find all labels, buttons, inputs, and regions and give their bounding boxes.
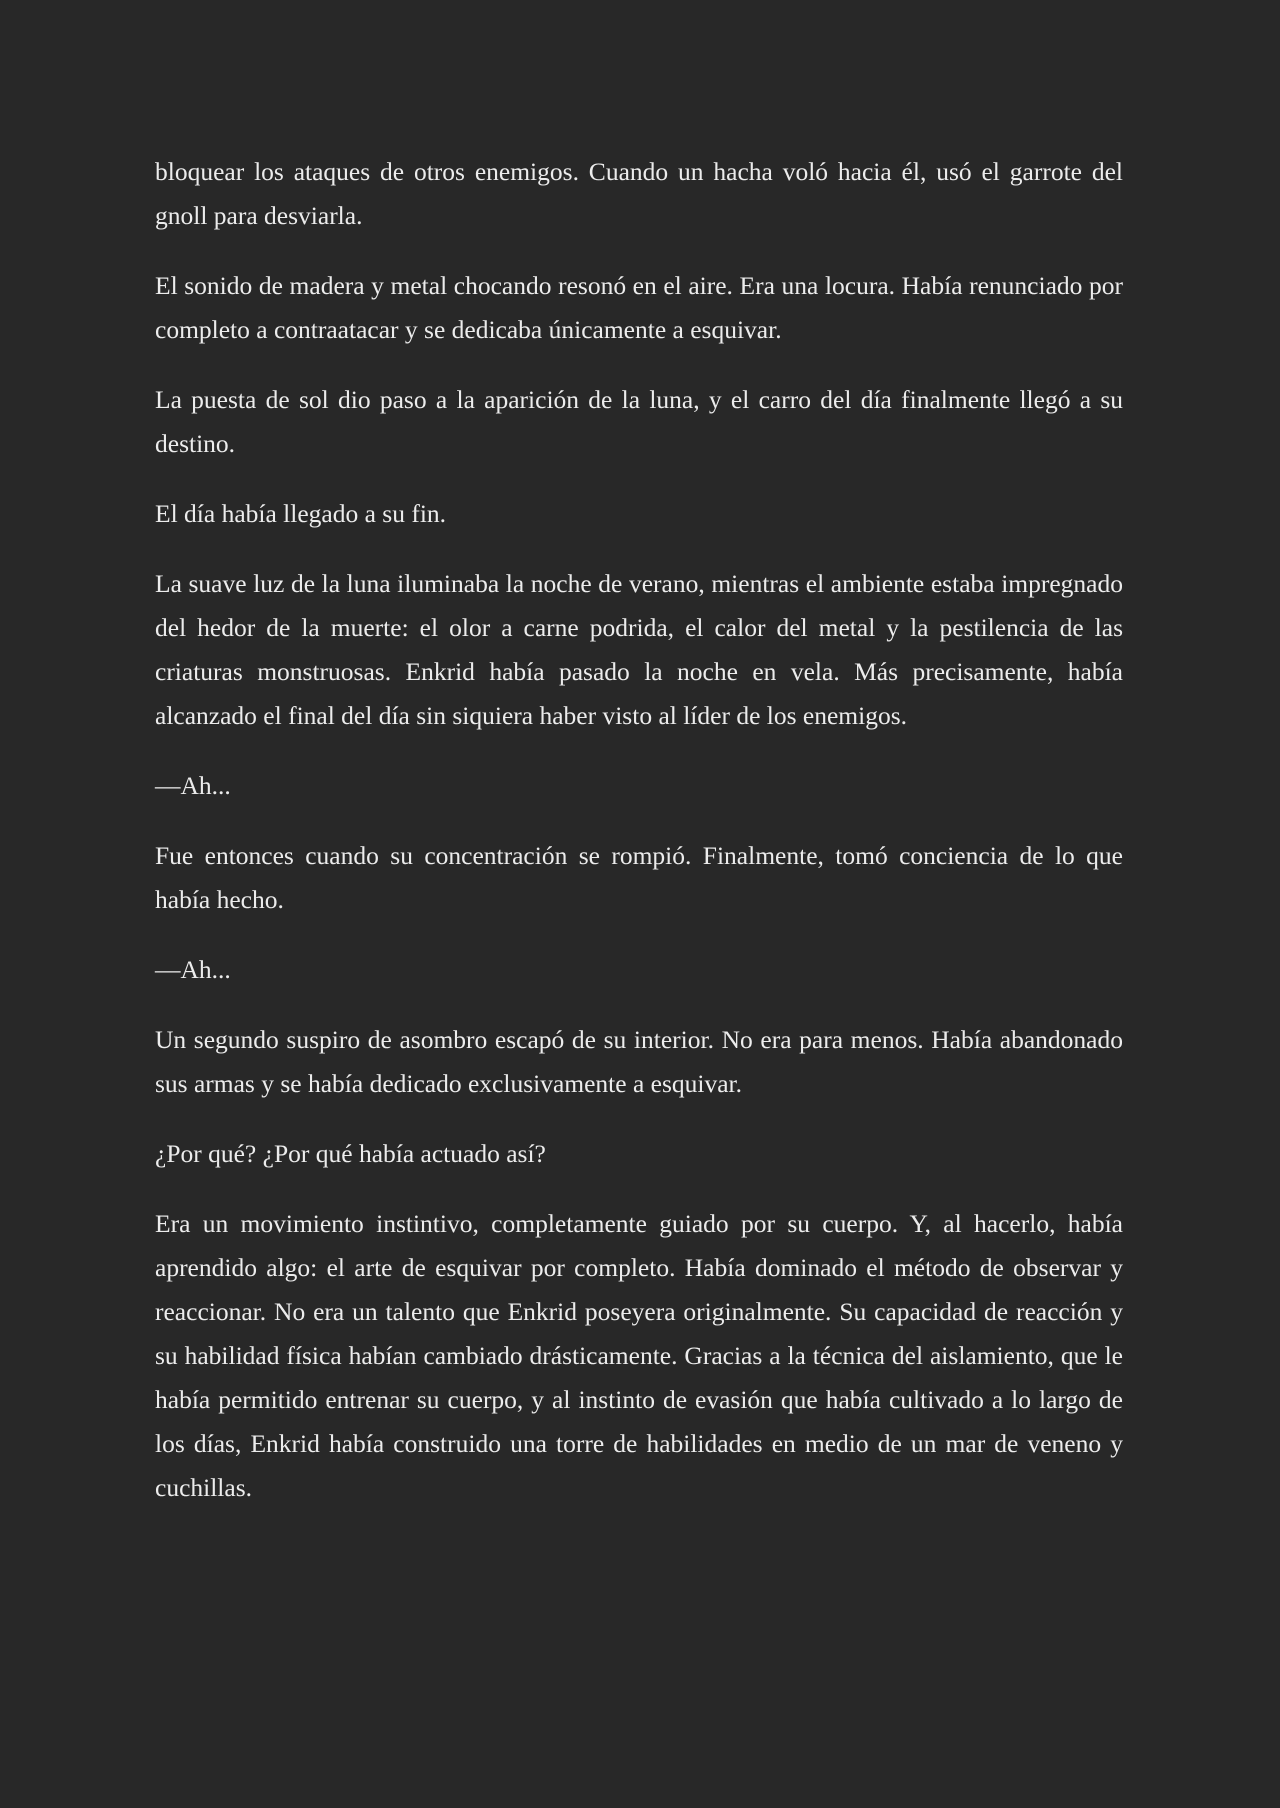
paragraph: Fue entonces cuando su concentración se rompió. Finalmente, tomó conciencia de lo que había hecho. (155, 841, 1123, 914)
dialogue-line: —Ah... (155, 771, 231, 800)
paragraph: bloquear los ataques de otros enemigos. Cuando un hacha voló hacia él, usó el garrote del gnoll para desviarla. (155, 157, 1123, 230)
paragraph: La puesta de sol dio paso a la aparición de la luna, y el carro del día finalmente llegó a su destino. (155, 385, 1123, 458)
paragraph: Un segundo suspiro de asombro escapó de su interior. No era para menos. Había abandonado sus armas y se había dedicado exclusivamente a esquivar. (155, 1025, 1123, 1098)
paragraph: El sonido de madera y metal chocando resonó en el aire. Era una locura. Había renunciado por completo a contraatacar y se dedicaba únicamente a esquivar. (155, 271, 1123, 344)
paragraph: ¿Por qué? ¿Por qué había actuado así? (155, 1139, 546, 1168)
paragraph: La suave luz de la luna iluminaba la noche de verano, mientras el ambiente estaba impregnado del hedor de la muerte: el olor a carne podrida, el calor del metal y la pestilencia de las criaturas monstruosas. Enkrid había pasado la noche en vela. Más precisamente, había alcanzado el final del día sin siquiera haber visto al líder de los enemigos. (155, 569, 1123, 730)
dialogue-line: —Ah... (155, 955, 231, 984)
paragraph: El día había llegado a su fin. (155, 499, 447, 528)
document-body (155, 150, 1123, 1536)
paragraph: Era un movimiento instintivo, completamente guiado por su cuerpo. Y, al hacerlo, había aprendido algo: el arte de esquivar por completo. Había dominado el método de observar y reaccionar. No era un talento que Enkrid poseyera originalmente. Su capacidad de reacción y su habilidad física habían cambiado drásticamente. Gracias a la técnica del aislamiento, que le había permitido entrenar su cuerpo, y al instinto de evasión que había cultivado a lo largo de los días, Enkrid había construido una torre de habilidades en medio de un mar de veneno y cuchillas. (155, 1209, 1123, 1502)
